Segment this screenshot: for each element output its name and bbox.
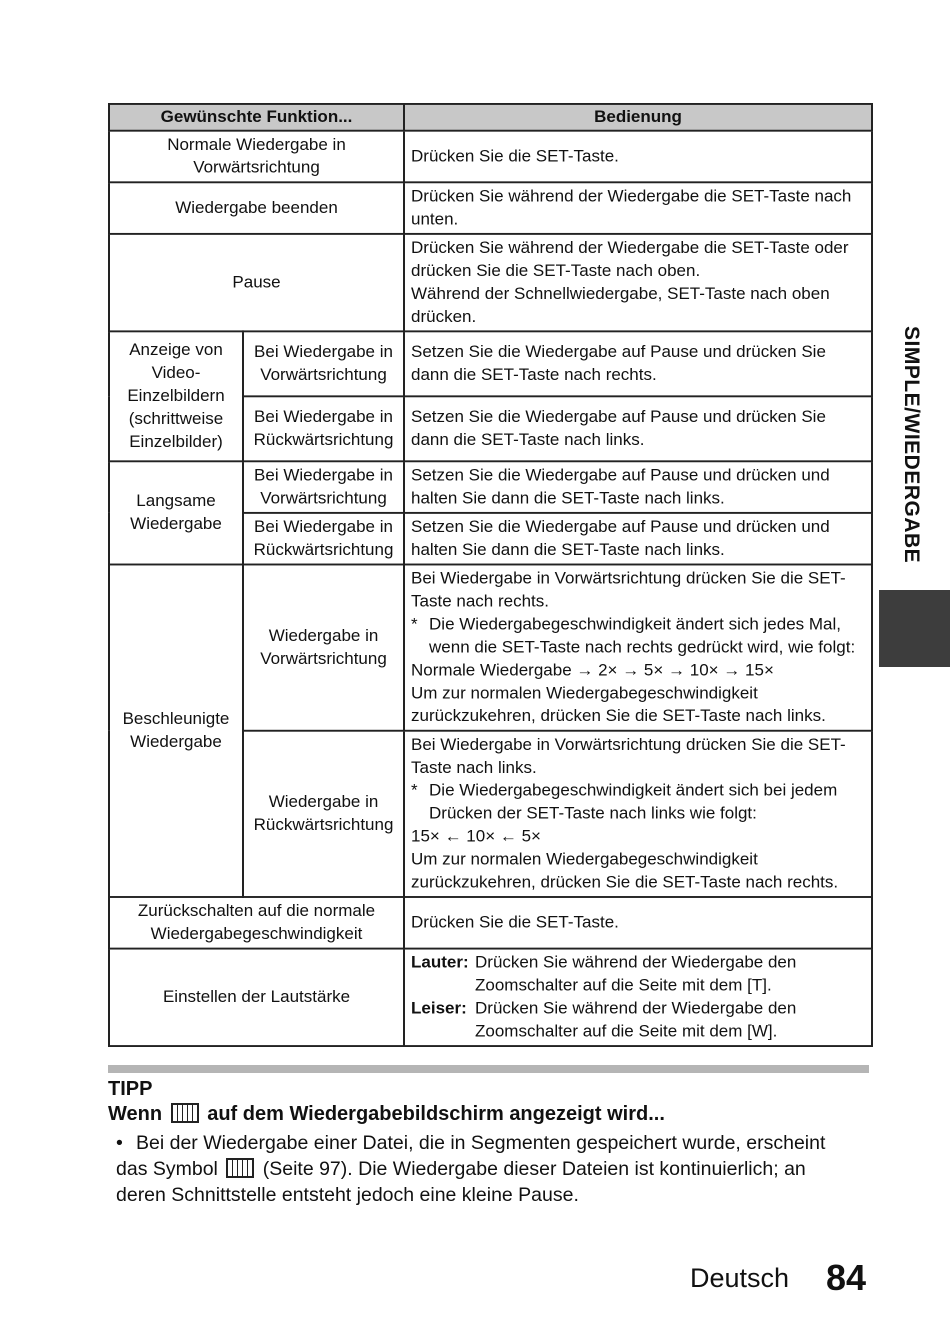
function-cell: Anzeige von Video-Einzelbildern (schrittweise Einzelbilder) (109, 331, 243, 461)
page-number: 84 (826, 1257, 867, 1298)
table-row (109, 131, 872, 183)
table-header-row (109, 104, 872, 131)
playback-function-table (108, 103, 873, 1047)
header-operation: Bedienung (404, 104, 872, 131)
louder-label: Lauter: (411, 953, 469, 972)
function-cell: Pause (109, 234, 404, 331)
tip-body (116, 1130, 856, 1208)
header-function: Gewünschte Funktion... (109, 104, 404, 131)
operation-cell: Drücken Sie die SET-Taste. (404, 897, 872, 949)
bullet-icon: • (116, 1132, 123, 1154)
operation-cell: Drücken Sie die SET-Taste. (404, 131, 872, 183)
direction-cell: Wiedergabe in Vorwärtsrichtung (243, 564, 404, 730)
volume-quieter (411, 997, 865, 1043)
operation-cell: Setzen Sie die Wiedergabe auf Pause und drücken und halten Sie dann die SET-Taste nach links. (404, 461, 872, 513)
segment-icon (226, 1158, 254, 1178)
direction-cell: Wiedergabe in Rückwärtsrichtung (243, 731, 404, 897)
tip-title: TIPP (108, 1078, 153, 1100)
footnote (411, 613, 865, 659)
function-cell: Beschleunigte Wiedergabe (109, 564, 243, 897)
function-cell: Langsame Wiedergabe (109, 461, 243, 564)
function-cell: Normale Wiedergabe in Vorwärtsrichtung (109, 131, 404, 183)
operation-cell (404, 234, 872, 331)
footnote-text: Die Wiedergabegeschwindigkeit ändert sich jedes Mal, wenn die SET-Taste nach rechts gedrückt wird, wie folgt: (429, 615, 856, 657)
table-row (109, 182, 872, 234)
speed-sequence: 15× ← 10× ← 5× (411, 827, 541, 846)
footnote-text: Die Wiedergabegeschwindigkeit ändert sich bei jedem Drücken der SET-Taste nach links wie folgt: (429, 781, 838, 823)
section-tab-marker (879, 590, 950, 667)
segment-icon (171, 1103, 199, 1123)
operation-text: Drücken Sie während der Wiedergabe die SET-Taste oder drücken Sie die SET-Taste nach oben. (411, 238, 849, 280)
tip-heading (108, 1103, 665, 1126)
volume-louder (411, 951, 865, 997)
function-cell: Zurückschalten auf die normale Wiedergabegeschwindigkeit (109, 897, 404, 949)
tip-divider (108, 1065, 869, 1073)
tip-heading-pre: Wenn (108, 1103, 163, 1125)
operation-cell: Setzen Sie die Wiedergabe auf Pause und drücken und halten Sie dann die SET-Taste nach links. (404, 513, 872, 565)
direction-cell: Bei Wiedergabe in Rückwärtsrichtung (243, 513, 404, 565)
table-row (109, 897, 872, 949)
table-row (109, 331, 872, 396)
louder-text: Drücken Sie während der Wiedergabe den Zoomschalter auf die Seite mit dem [T]. (475, 953, 797, 995)
operation-cell (404, 564, 872, 730)
section-tab-label: SIMPLE/WIEDERGABE (900, 326, 923, 564)
operation-cell (404, 731, 872, 897)
operation-cell: Drücken Sie während der Wiedergabe die SET-Taste nach unten. (404, 182, 872, 234)
direction-cell: Bei Wiedergabe in Rückwärtsrichtung (243, 396, 404, 461)
table-row (109, 949, 872, 1046)
operation-text: Bei Wiedergabe in Vorwärtsrichtung drücken Sie die SET-Taste nach rechts. (411, 569, 846, 611)
operation-cell: Setzen Sie die Wiedergabe auf Pause und drücken Sie dann die SET-Taste nach links. (404, 396, 872, 461)
asterisk: * (411, 781, 418, 800)
operation-text: Um zur normalen Wiedergabegeschwindigkeit zurückzukehren, drücken Sie die SET-Taste nach links. (411, 683, 826, 726)
operation-text: Bei Wiedergabe in Vorwärtsrichtung drücken Sie die SET-Taste nach links. (411, 735, 846, 777)
quieter-label: Leiser: (411, 999, 467, 1018)
table-row (109, 564, 872, 730)
tip-heading-post: auf dem Wiedergabebildschirm angezeigt wird... (207, 1103, 665, 1125)
operation-cell (404, 949, 872, 1046)
table-row (109, 234, 872, 331)
tip-body-pre: Bei der Wiedergabe einer Datei, die in Segmenten gespeichert wurde, erscheint das Symbol (116, 1132, 826, 1180)
operation-text: Um zur normalen Wiedergabegeschwindigkeit zurückzukehren, drücken Sie die SET-Taste nach rechts. (411, 850, 839, 892)
tip-body-post: (Seite 97). Die Wiedergabe dieser Dateien ist kontinuierlich; an deren Schnittstelle entsteht jedoch eine kleine Pause. (116, 1158, 806, 1206)
direction-cell: Bei Wiedergabe in Vorwärtsrichtung (243, 331, 404, 396)
function-cell: Einstellen der Lautstärke (109, 949, 404, 1046)
footer-language: Deutsch (690, 1263, 790, 1293)
quieter-text: Drücken Sie während der Wiedergabe den Zoomschalter auf die Seite mit dem [W]. (475, 999, 797, 1041)
table-row (109, 461, 872, 513)
direction-cell: Bei Wiedergabe in Vorwärtsrichtung (243, 461, 404, 513)
footnote (411, 779, 865, 825)
function-cell: Wiedergabe beenden (109, 182, 404, 234)
operation-text: Während der Schnellwiedergabe, SET-Taste nach oben drücken. (411, 284, 830, 326)
asterisk: * (411, 615, 418, 634)
operation-cell: Setzen Sie die Wiedergabe auf Pause und drücken Sie dann die SET-Taste nach rechts. (404, 331, 872, 396)
speed-sequence: Normale Wiedergabe → 2× → 5× → 10× → 15× (411, 660, 774, 680)
